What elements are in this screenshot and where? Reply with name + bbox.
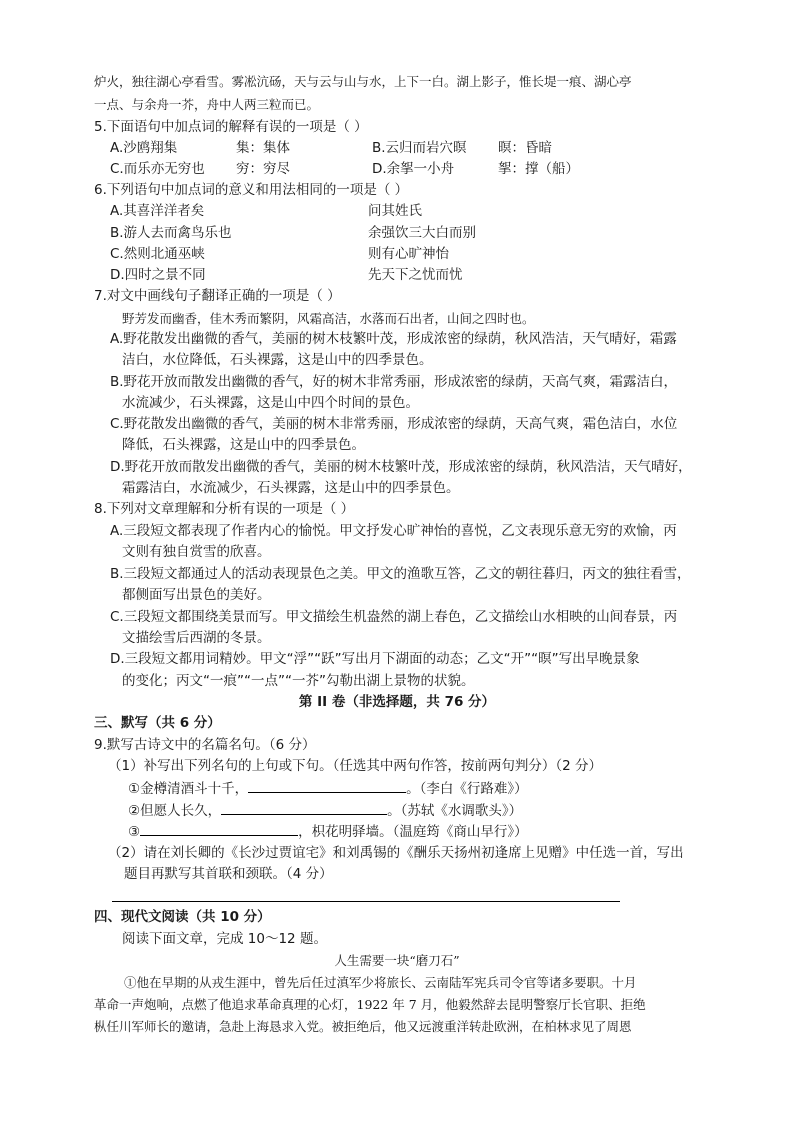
q6-option-c: C.然则北通巫峡 bbox=[110, 246, 205, 262]
q7-option-d-cont: 霜露洁白，水流减少，石头裸露，这是山中的四季景色。 bbox=[122, 480, 460, 496]
q6-option-b: B.游人去而禽鸟乐也 bbox=[110, 225, 232, 241]
q9-item-2 bbox=[128, 800, 522, 822]
q6-option-b-compare: 余强饮三大白而别 bbox=[368, 225, 476, 241]
q9-item-2-suffix: 。（苏轼《水调歌头》） bbox=[387, 803, 523, 819]
q7-option-d: D.野花开放而散发出幽微的香气，美丽的树木枝繁叶茂，形成浓密的绿荫，秋风浩洁，天气晴好， bbox=[110, 459, 692, 475]
answer-blank-3[interactable] bbox=[140, 821, 298, 836]
q9-sub-2: （2）请在刘长卿的《长沙过贾谊宅》和刘禹锡的《酬乐天扬州初逢席上见赠》中任选一首，写出 bbox=[108, 845, 684, 861]
section-4-instruction: 阅读下面文章，完成 10～12 题。 bbox=[122, 931, 327, 947]
question-7-stem: 7.对文中画线句子翻译正确的一项是（ ） bbox=[94, 288, 341, 304]
q5-option-c-explain: 穷：穷尽 bbox=[236, 161, 290, 177]
q7-quote: 野芳发而幽香，佳木秀而繁阴，风霜高洁，水落而石出者，山间之四时也。 bbox=[122, 311, 535, 326]
q9-item-1-suffix: 。（李白《行路难》） bbox=[406, 781, 528, 797]
answer-line[interactable] bbox=[112, 901, 620, 902]
q7-option-a: A.野花散发出幽微的香气，美丽的树木枝繁叶茂，形成浓密的绿荫，秋风浩洁，天气晴好，霜露 bbox=[110, 331, 677, 347]
q5-option-b-explain: 暝：昏暗 bbox=[498, 140, 552, 156]
passage-line: 炉火，独往湖心亭看雪。雾凇沆砀，天与云与山与水，上下一白。湖上影子，惟长堤一痕、湖心亭 bbox=[94, 74, 632, 89]
q7-option-b-cont: 水流减少，石头裸露，这是山中四个时间的景色。 bbox=[122, 395, 419, 411]
question-5-stem: 5.下面语句中加点词的解释有误的一项是（ ） bbox=[94, 119, 368, 135]
q8-option-c: C.三段短文都围绕美景而写。甲文描绘生机盎然的湖上春色，乙文描绘山水相映的山间春景，丙 bbox=[110, 609, 678, 625]
article-paragraph-line: 革命一声炮响，点燃了他追求革命真理的心灯，1922 年 7 月，他毅然辞去昆明警察厅长官职、拒绝 bbox=[94, 997, 646, 1012]
q7-option-c-cont: 降低，石头裸露，这是山中的四季景色。 bbox=[122, 437, 365, 453]
q5-option-c: C.而乐亦无穷也 bbox=[110, 161, 205, 177]
article-paragraph-line: ①他在早期的从戎生涯中，曾先后任过滇军少将旅长、云南陆军宪兵司令官等诸多要职。十月 bbox=[124, 975, 637, 990]
q5-option-a: A.沙鸥翔集 bbox=[110, 140, 178, 156]
question-8-stem: 8.下列对文章理解和分析有误的一项是（ ） bbox=[94, 501, 355, 517]
q9-item-3-suffix: ，枳花明驿墙。（温庭筠《商山早行》） bbox=[298, 824, 528, 840]
q5-option-b: B.云归而岩穴暝 bbox=[372, 140, 467, 156]
article-paragraph-line: 枞任川军师长的邀请，急赴上海恳求入党。被拒绝后，他又远渡重洋转赴欧洲，在柏林求见了周恩 bbox=[94, 1019, 632, 1034]
q9-sub-1: （1）补写出下列名句的上句或下句。（任选其中两句作答，按前两句判分）（2 分） bbox=[108, 758, 602, 774]
q9-item-2-prefix: ②但愿人长久， bbox=[128, 803, 222, 819]
section-4-title: 四、现代文阅读（共 10 分） bbox=[94, 909, 271, 925]
q9-item-1-prefix: ①金樽清酒斗十千， bbox=[128, 781, 249, 797]
q7-option-a-cont: 洁白，水位降低，石头裸露，这是山中的四季景色。 bbox=[122, 352, 433, 368]
passage-line: 一点、与余舟一芥，舟中人两三粒而已。 bbox=[94, 97, 320, 112]
q6-option-a-compare: 问其姓氏 bbox=[368, 203, 422, 219]
q5-option-d: D.余挐一小舟 bbox=[372, 161, 455, 177]
q8-option-a-cont: 文则有独自赏雪的欣喜。 bbox=[122, 544, 271, 560]
q5-option-d-explain: 挐：撑（船） bbox=[498, 161, 579, 177]
article-title: 人生需要一块“磨刀石” bbox=[334, 953, 460, 968]
answer-blank-1[interactable] bbox=[248, 778, 406, 793]
q9-item-3 bbox=[128, 821, 528, 843]
answer-blank-2[interactable] bbox=[221, 800, 387, 815]
q8-option-d-cont: 的变化；丙文“一痕”“一点”“一芥”勾勒出湖上景物的状貌。 bbox=[122, 673, 475, 689]
q9-sub-2-cont: 题目再默写其首联和颈联。（4 分） bbox=[124, 866, 333, 882]
part-2-title: 第 II 卷（非选择题，共 76 分） bbox=[298, 694, 496, 710]
q8-option-b: B.三段短文都通过人的活动表现景色之美。甲文的渔歌互答，乙文的朝往暮归，丙文的独往看雪， bbox=[110, 566, 691, 582]
section-3-title: 三、默写（共 6 分） bbox=[94, 715, 221, 731]
q6-option-c-compare: 则有心旷神怡 bbox=[368, 246, 449, 262]
q8-option-d: D.三段短文都用词精妙。甲文“浮”“跃”写出月下湖面的动态；乙文“开”“暝”写出早晚景象 bbox=[110, 651, 640, 667]
q9-item-1 bbox=[128, 778, 528, 800]
question-9-stem: 9.默写古诗文中的名篇名句。（6 分） bbox=[94, 737, 316, 753]
q7-option-b: B.野花开放而散发出幽微的香气，好的树木非常秀丽，形成浓密的绿荫，天高气爽，霜露洁白， bbox=[110, 374, 678, 390]
q6-option-d: D.四时之景不同 bbox=[110, 267, 206, 283]
q6-option-a: A.其喜洋洋者矣 bbox=[110, 203, 205, 219]
q5-option-a-explain: 集：集体 bbox=[236, 140, 290, 156]
q8-option-b-cont: 都侧面写出景色的美好。 bbox=[122, 587, 271, 603]
q8-option-a: A.三段短文都表现了作者内心的愉悦。甲文抒发心旷神怡的喜悦，乙文表现乐意无穷的欢愉，丙 bbox=[110, 523, 677, 539]
q9-item-3-prefix: ③ bbox=[128, 824, 141, 840]
question-6-stem: 6.下列语句中加点词的意义和用法相同的一项是（ ） bbox=[94, 182, 409, 198]
q8-option-c-cont: 文描绘雪后西湖的冬景。 bbox=[122, 630, 271, 646]
q6-option-d-compare: 先天下之忧而忧 bbox=[368, 267, 463, 283]
q7-option-c: C.野花散发出幽微的香气，美丽的树木非常秀丽，形成浓密的绿荫，天高气爽，霜色洁白，水位 bbox=[110, 416, 678, 432]
